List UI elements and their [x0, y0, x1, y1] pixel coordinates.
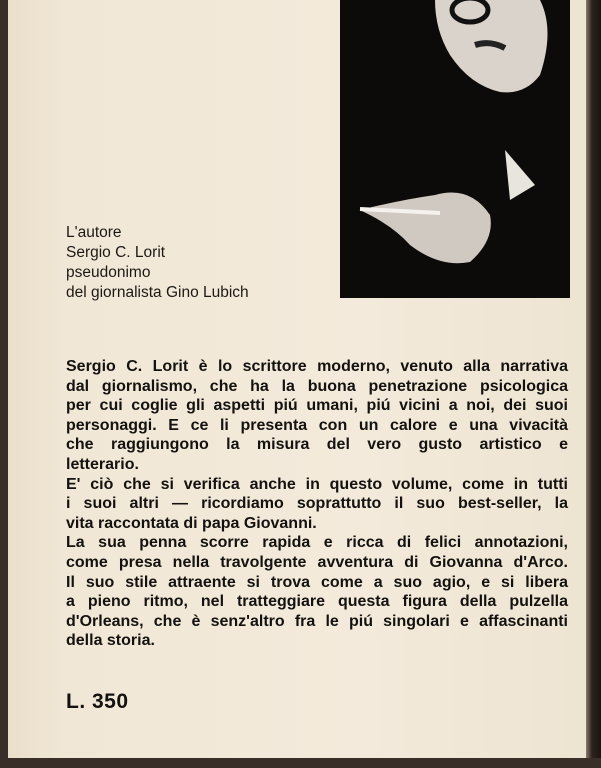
- blurb-line: i suoi altri — ricordiamo soprattutto il suo best-seller, la: [66, 495, 568, 513]
- caption-line: del giornalista Gino Lubich: [66, 284, 249, 301]
- blurb-text: [66, 357, 568, 651]
- blurb-line: dal giornalismo, che ha la buona penetrazione psicologica: [66, 377, 568, 395]
- blurb-line: della storia.: [66, 632, 155, 650]
- blurb-line: per cui coglie gli aspetti piú umani, piú vicini a noi, dei suoi: [66, 397, 568, 415]
- cover-spine-edge: [586, 0, 601, 768]
- cover-bottom-edge: [0, 758, 601, 768]
- caption-line: Sergio C. Lorit: [66, 244, 166, 261]
- blurb-line: d'Orleans, che è senz'altro fra le piú singolari e affascinanti: [66, 612, 568, 630]
- blurb-line: vita raccontata di papa Giovanni.: [66, 514, 317, 532]
- blurb-line: Il suo stile attraente si trova come a suo agio, e si libera: [66, 573, 568, 591]
- caption-line: pseudonimo: [66, 264, 151, 281]
- blurb-line: a pieno ritmo, nel tratteggiare questa figura della pulzella: [66, 593, 568, 611]
- blurb-line: Sergio C. Lorit è lo scrittore moderno, venuto alla narrativa: [66, 358, 568, 375]
- author-photo: [340, 0, 570, 298]
- blurb-line: che raggiungono la misura del vero gusto artistico e: [66, 436, 568, 454]
- price: L. 350: [66, 690, 129, 713]
- author-caption: [66, 223, 249, 303]
- blurb-line: La sua penna scorre rapida e ricca di felici annotazioni,: [66, 534, 568, 552]
- blurb-line: E' ciò che si verifica anche in questo volume, come in tutti: [66, 475, 568, 493]
- blurb-line: personaggi. E ce li presenta con un calore e una vivacità: [66, 416, 568, 434]
- blurb-line: come presa nella travolgente avventura di Giovanna d'Arco.: [66, 553, 568, 571]
- caption-line: L'autore: [66, 224, 122, 241]
- blurb-line: letterario.: [66, 455, 139, 473]
